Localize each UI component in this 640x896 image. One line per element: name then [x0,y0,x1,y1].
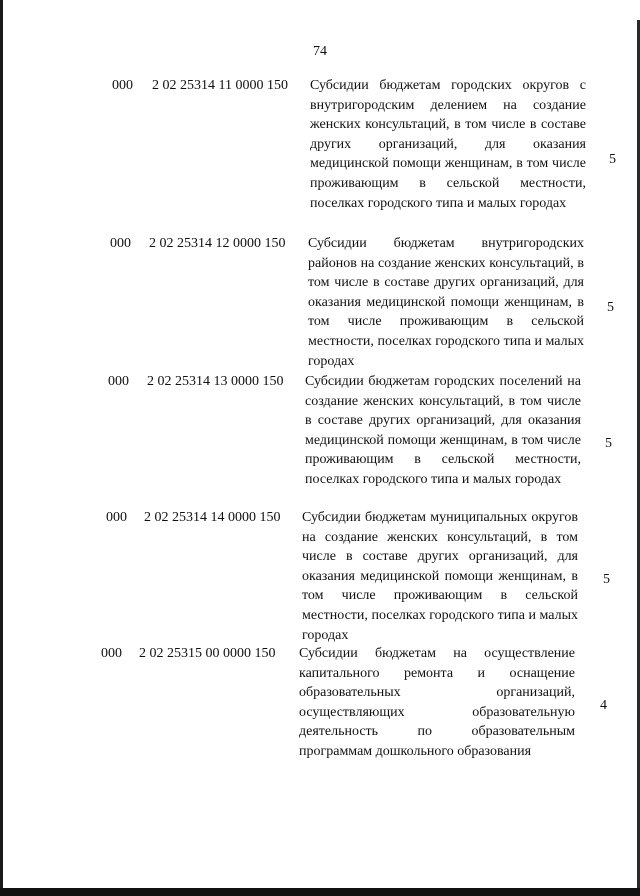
page-number: 74 [313,44,327,59]
budget-code: 2 02 25314 14 0000 150 [144,510,281,525]
row-description: Субсидии бюджетам на осуществление капитального ремонта и оснащение образовательных организаций, осуществляющих образовательную деятельность по образовательным программам дошкольного образования [299,646,575,759]
budget-code: 2 02 25314 11 0000 150 [152,78,288,93]
row-amount: 4 [600,698,607,713]
budget-code: 2 02 25314 13 0000 150 [147,374,284,389]
admin-code: 000 [106,510,127,525]
admin-code: 000 [101,646,122,661]
row-description: Субсидии бюджетам городских поселений на создание женских консультаций, в том числе в составе других организаций, для оказания медицинской помощи женщинам, в том числе проживающим в сельской местности, поселках городского типа и малых городах [305,374,581,487]
row-amount: 5 [603,572,610,587]
row-amount: 5 [605,436,612,451]
admin-code: 000 [110,236,131,251]
scan-border-left [0,0,3,896]
row-description: Субсидии бюджетам внутригородских районов на создание женских консультаций, в том числе в составе других организаций, для оказания медицинской помощи женщинам, в том числе проживающим в сельской местности, поселках городского типа и малых городах [308,236,584,369]
budget-code: 2 02 25315 00 0000 150 [139,646,276,661]
row-amount: 5 [607,300,614,315]
scan-border-bottom [0,888,640,896]
admin-code: 000 [108,374,129,389]
budget-code: 2 02 25314 12 0000 150 [149,236,286,251]
row-amount: 5 [609,152,616,167]
row-description: Субсидии бюджетам городских округов с внутригородским делением на создание женских консультаций, в том числе в составе других организаций, для оказания медицинской помощи женщинам, в том числе проживающим в сельской местности, поселках городского типа и малых городах [310,78,586,211]
admin-code: 000 [112,78,133,93]
row-description: Субсидии бюджетам муниципальных округов на создание женских консультаций, в том числе в составе других организаций, для оказания медицинской помощи женщинам, в том числе проживающим в сельской местности, поселках городского типа и малых городах [302,510,578,643]
